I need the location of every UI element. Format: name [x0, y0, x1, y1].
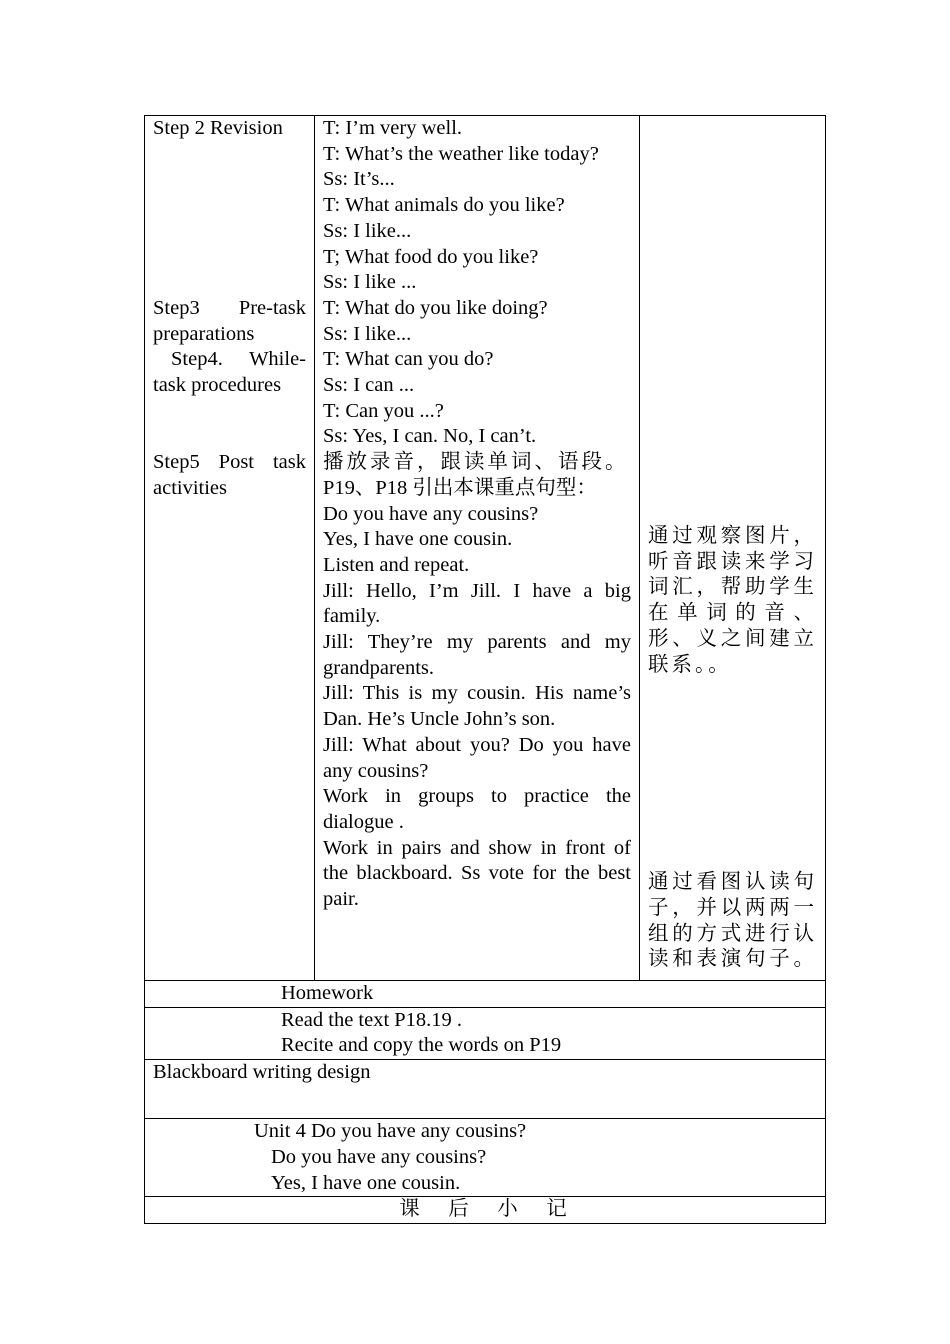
- procedure-line: T: What animals do you like?: [323, 194, 565, 217]
- blackboard-question: Do you have any cousins?: [271, 1145, 487, 1168]
- procedure-line: 播放录音，跟读单词、语段。: [323, 451, 629, 474]
- procedure-line: Listen and repeat.: [323, 553, 470, 576]
- step4-label: Step4. While-: [171, 348, 306, 371]
- note-line: 在单词的音、: [648, 602, 817, 625]
- homework-items-row: [145, 1007, 826, 1059]
- blackboard-unit-title: Unit 4 Do you have any cousins?: [254, 1120, 527, 1143]
- procedure-line: dialogue .: [323, 810, 404, 833]
- procedure-line: Ss: I like...: [323, 322, 412, 345]
- procedure-line: Ss: I like...: [323, 219, 412, 242]
- note-line: 词汇，帮助学生: [648, 576, 817, 599]
- steps-row: [145, 116, 826, 981]
- note-line: 形、义之间建立: [648, 627, 817, 650]
- procedure-line: T: What do you like doing?: [323, 296, 548, 319]
- blackboard-answer: Yes, I have one cousin.: [271, 1171, 461, 1194]
- blackboard-title-row: [145, 1060, 826, 1119]
- lesson-plan-table: [144, 115, 826, 1224]
- homework-title: Homework: [281, 982, 374, 1004]
- procedure-line: Jill: Hello, I’m Jill. I have a big: [323, 579, 631, 602]
- note-line: 组的方式进行认: [648, 922, 817, 945]
- step3-label: Step3 Pre-task: [153, 296, 306, 319]
- procedure-line: Yes, I have one cousin.: [323, 528, 513, 551]
- procedure-line: Dan. He’s Uncle John’s son.: [323, 708, 556, 731]
- procedure-line: Work in pairs and show in front of: [323, 836, 631, 859]
- homework-title-row: [145, 981, 826, 1008]
- note-line: 读和表演句子。: [648, 948, 817, 971]
- procedure-line: Jill: This is my cousin. His name’s: [323, 682, 631, 705]
- procedure-line: Jill: They’re my parents and my: [323, 631, 631, 654]
- procedure-line: Ss: It’s...: [323, 168, 395, 191]
- after-class-notes-row: [145, 1197, 826, 1224]
- note-line: 通过观察图片，: [648, 525, 817, 547]
- procedure-column: [315, 116, 640, 981]
- procedure-line: Work in groups to practice the: [323, 785, 631, 808]
- procedure-line: P19、P18 引出本课重点句型：: [323, 476, 597, 499]
- procedure-line: family.: [323, 605, 381, 628]
- note-line: 听音跟读来学习: [648, 550, 817, 573]
- procedure-line: Ss: I can ...: [323, 374, 415, 397]
- procedure-line: Ss: I like ...: [323, 271, 417, 294]
- procedure-line: pair.: [323, 888, 359, 911]
- note-line: 联系。。: [648, 653, 732, 676]
- after-class-notes-title: 课 后 小 记: [399, 1198, 571, 1221]
- step-column: Step 2 Revision Step3 Pre-task preparations Step4. While- task procedures Step5 Post task activities: [145, 116, 315, 981]
- homework-item: Read the text P18.19 .: [281, 1008, 463, 1031]
- procedure-line: T: What can you do?: [323, 348, 494, 371]
- blackboard-title: Blackboard writing design: [153, 1061, 371, 1084]
- step5-label: Step5 Post task: [153, 451, 306, 474]
- note-line: 子，并以两两一: [648, 896, 817, 919]
- procedure-line: Do you have any cousins?: [323, 502, 539, 525]
- procedure-line: T; What food do you like?: [323, 245, 539, 268]
- procedure-line: grandparents.: [323, 656, 434, 679]
- procedure-line: Jill: What about you? Do you have: [323, 733, 631, 756]
- notes-column: [640, 116, 826, 981]
- procedure-line: the blackboard. Ss vote for the best: [323, 862, 631, 885]
- step2-label: Step 2 Revision: [153, 117, 283, 139]
- procedure-line: T: I’m very well.: [323, 117, 463, 139]
- blackboard-content-row: [145, 1119, 826, 1197]
- procedure-line: T: Can you ...?: [323, 399, 444, 422]
- homework-item: Recite and copy the words on P19: [281, 1034, 562, 1057]
- procedure-line: T: What’s the weather like today?: [323, 142, 599, 165]
- procedure-line: any cousins?: [323, 759, 429, 782]
- procedure-line: Ss: Yes, I can. No, I can’t.: [323, 425, 537, 448]
- note-line: 通过看图认读句: [648, 871, 817, 894]
